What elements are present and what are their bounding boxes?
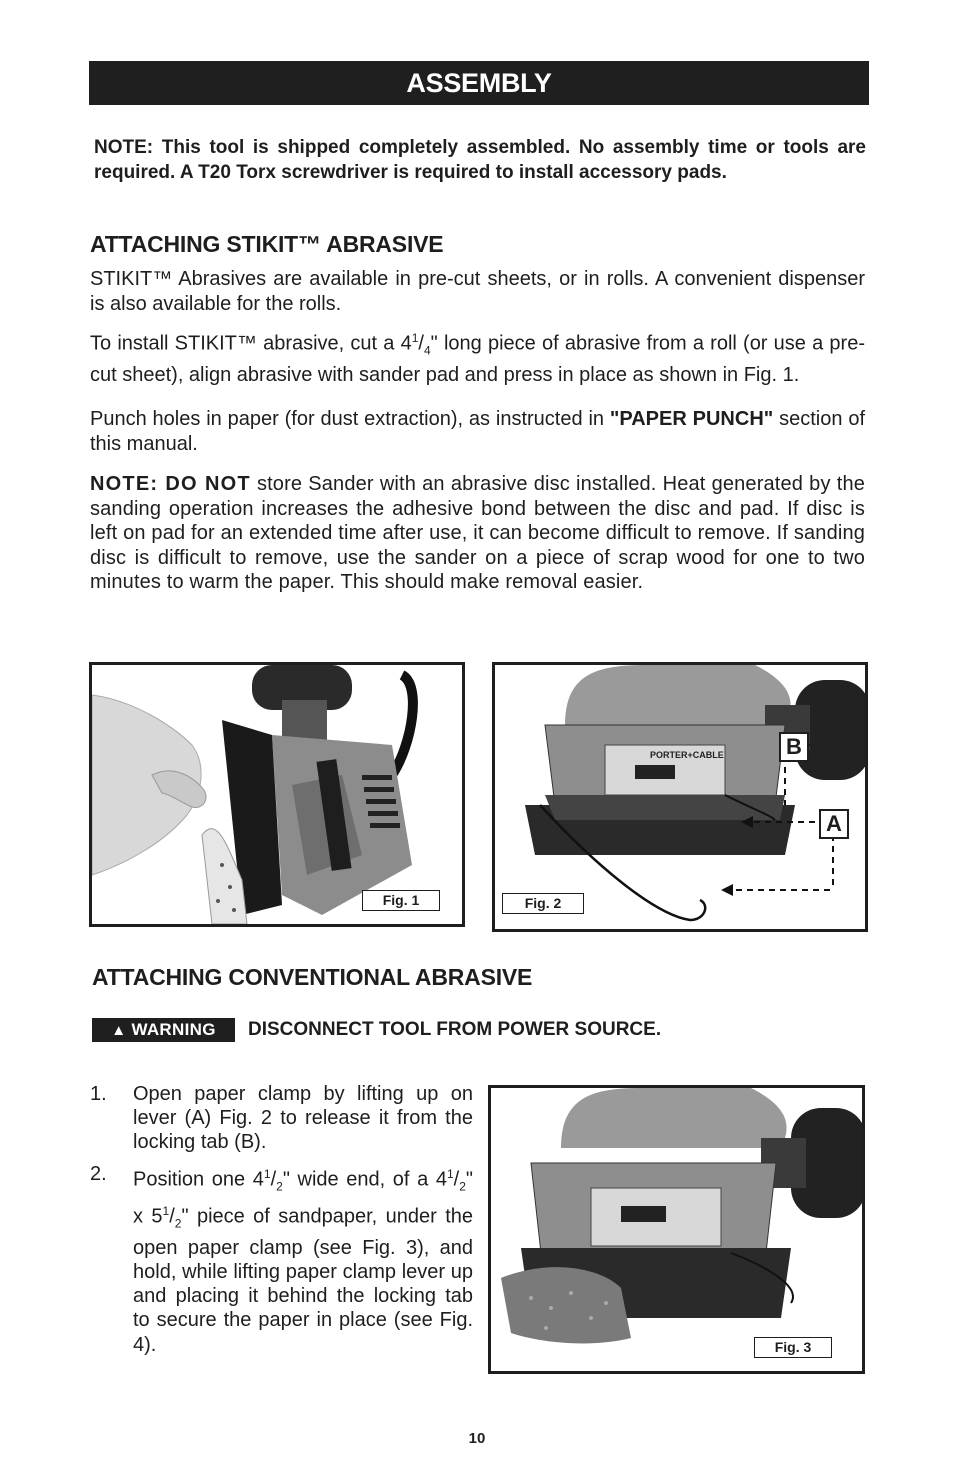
- stikit-paragraph-2: To install STIKIT™ abrasive, cut a $4^1/_4$" long piece of abrasive from a roll (or use a pre-cut sheet), align abrasive with sander pad and press in place as shown in Fig. 1.: [90, 331, 865, 387]
- p2-frac-den: 4: [423, 343, 431, 358]
- frac-2-den: 2: [459, 1179, 466, 1194]
- conventional-heading: ATTACHING CONVENTIONAL ABRASIVE: [92, 964, 533, 990]
- step-2-part-1: Position one 4: [133, 1168, 264, 1191]
- frac-3-den: 2: [174, 1216, 182, 1231]
- step-2: [90, 1162, 473, 1357]
- frac-1-num: 1: [263, 1167, 271, 1181]
- step-1-number: 1.: [90, 1083, 107, 1105]
- figure-2-label: Fig. 2: [502, 893, 584, 914]
- step-2-number: 2.: [90, 1163, 107, 1185]
- p2-text-a: To install STIKIT™ abrasive, cut a 4: [90, 332, 412, 355]
- brand-text: PORTER+CABLE: [650, 750, 724, 760]
- p2-frac-num: 1: [411, 331, 419, 345]
- callout-b: B: [779, 732, 809, 762]
- frac-3-num: 1: [162, 1203, 170, 1218]
- stikit-paragraph-4: [90, 472, 865, 595]
- assembly-note: [94, 135, 866, 185]
- figure-3-label: Fig. 3: [754, 1337, 832, 1358]
- p4-text: store Sander with an abrasive disc installed. Heat generated by the sanding operation increases the adhesive bond between the disc and pad. If disc is left on pad for an extended time after use, it can become difficult to remove. If sanding disc is difficult to remove, use the sander on a piece of scrap wood for one to two minutes to warm the paper. This should make removal easier.: [90, 473, 865, 593]
- figure-1-label: Fig. 1: [362, 890, 440, 911]
- step-1: [90, 1082, 473, 1155]
- frac-2-num: 1: [446, 1167, 454, 1181]
- figure-1-illustration: [92, 665, 462, 924]
- stikit-paragraph-1: STIKIT™ Abrasives are available in pre-cut sheets, or in rolls. A convenient dispenser is also available for the rolls.: [90, 268, 865, 315]
- step-2-text: Position one $4^1/_2$" wide end, of a $4^1/_2$" x $5^1/_2$" piece of sandpaper, under the open paper clamp (see Fig. 3), and hold, while lifting paper clamp lever up and placing it behind the locking tab to secure the paper in place (see Fig. 4).: [133, 1167, 473, 1356]
- section-header: ASSEMBLY: [89, 61, 869, 105]
- figure-3: [488, 1085, 865, 1374]
- p3-text-a: Punch holes in paper (for dust extraction), as instructed in: [90, 408, 610, 430]
- step-1-text: Open paper clamp by lifting up on lever (A) Fig. 2 to release it from the locking tab (B).: [133, 1083, 473, 1154]
- note-line-2: A T20 Torx screwdriver is required to install accessory pads.: [179, 162, 727, 183]
- warning-badge-label: WARNING: [131, 1020, 216, 1039]
- note-line-1: NOTE: This tool is shipped completely assembled. No assembly time or tools are required.: [94, 137, 866, 183]
- p2-text-b: " long piece of abrasive from a roll (or use a pre-cut sheet), align abrasive with sander pad and press in place as shown in Fig. 1.: [90, 332, 865, 387]
- warning-triangle-icon: ▲: [111, 1022, 127, 1039]
- frac-1-den: 2: [276, 1179, 283, 1194]
- step-2-part-2: " wide end, of a 4: [282, 1168, 447, 1191]
- step-2-part-3: " x 5: [133, 1168, 473, 1228]
- page-number: 10: [468, 1430, 486, 1447]
- figure-1: [89, 662, 465, 927]
- figure-2-illustration: [495, 665, 865, 929]
- figure-3-illustration: [491, 1088, 862, 1371]
- do-not-note: NOTE: DO NOT: [90, 473, 251, 495]
- callout-a: A: [819, 809, 849, 839]
- p3-text-b: section of this manual.: [90, 408, 866, 455]
- figure-2: [492, 662, 868, 932]
- warning-text: DISCONNECT TOOL FROM POWER SOURCE.: [248, 1019, 662, 1040]
- paper-punch-reference: "PAPER PUNCH": [609, 408, 774, 430]
- step-2-part-4: " piece of sandpaper, under the open paper clamp (see Fig. 3), and hold, while lifting paper clamp lever up and placing it behind the locking tab to secure the paper in place (see Fig. 4).: [133, 1205, 473, 1356]
- stikit-heading: ATTACHING STIKIT™ ABRASIVE: [90, 231, 444, 257]
- stikit-paragraph-3: [90, 407, 865, 456]
- warning-badge: [92, 1018, 235, 1042]
